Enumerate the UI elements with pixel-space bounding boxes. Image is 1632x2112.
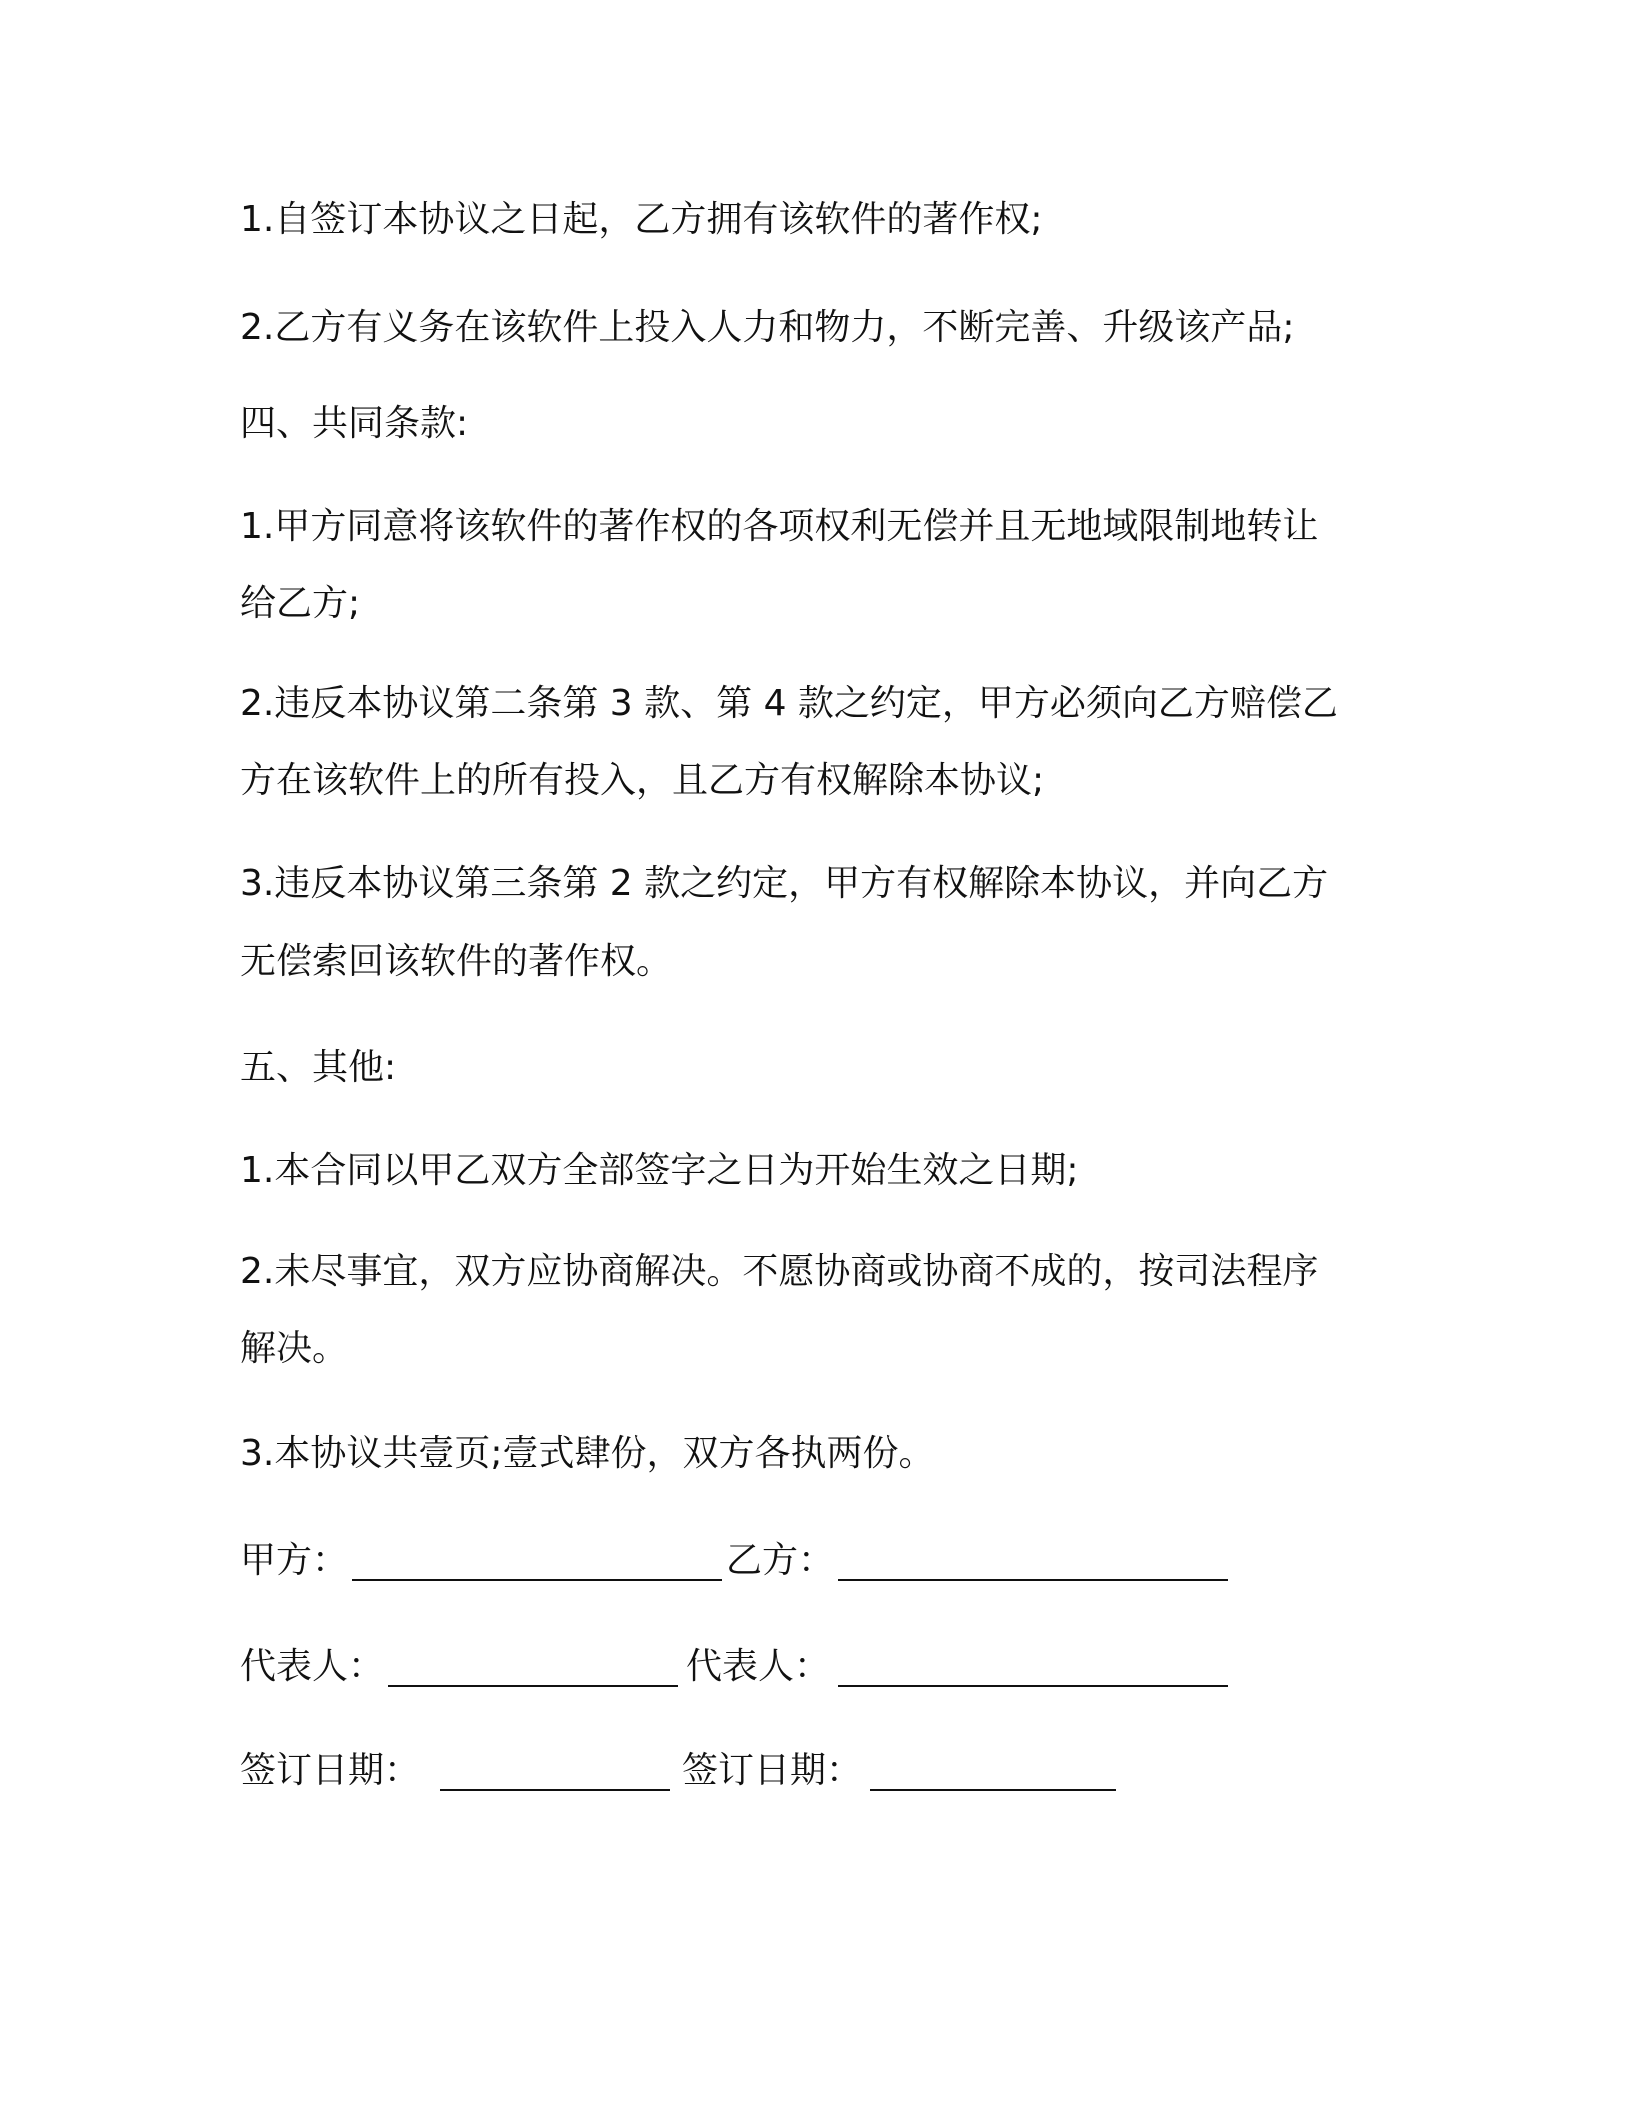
party-a-label: 甲方：	[240, 1540, 349, 1581]
section-heading: 四、共同条款:	[240, 403, 469, 444]
clause-line: 3.本协议共壹页;壹式肆份，双方各执两份。	[240, 1433, 935, 1474]
clause-line: 1.甲方同意将该软件的著作权的各项权利无偿并且无地域限制地转让	[240, 506, 1319, 547]
date-b-blank	[870, 1789, 1116, 1791]
clause-line: 无偿索回该软件的著作权。	[240, 941, 673, 982]
date-a-label: 签订日期：	[240, 1750, 421, 1791]
party-b-blank	[838, 1579, 1228, 1581]
clause-line: 给乙方;	[240, 583, 361, 624]
rep-b-label: 代表人：	[686, 1646, 831, 1687]
clause-line: 2.乙方有义务在该软件上投入人力和物力，不断完善、升级该产品;	[240, 307, 1295, 348]
party-b-label: 乙方：	[726, 1540, 835, 1581]
clause-line: 方在该软件上的所有投入，且乙方有权解除本协议;	[240, 760, 1045, 801]
clause-line: 解决。	[240, 1328, 349, 1369]
date-b-label: 签订日期：	[682, 1750, 863, 1791]
section-heading: 五、其他:	[240, 1047, 397, 1088]
rep-a-blank	[388, 1685, 678, 1687]
date-a-blank	[440, 1789, 670, 1791]
clause-line: 1.自签订本协议之日起，乙方拥有该软件的著作权;	[240, 199, 1043, 240]
clause-line: 1.本合同以甲乙双方全部签字之日为开始生效之日期;	[240, 1150, 1079, 1191]
party-a-blank	[352, 1579, 722, 1581]
clause-line: 3.违反本协议第三条第 2 款之约定，甲方有权解除本协议，并向乙方	[240, 863, 1329, 904]
clause-line: 2.违反本协议第二条第 3 款、第 4 款之约定，甲方必须向乙方赔偿乙	[240, 683, 1338, 724]
rep-b-blank	[838, 1685, 1228, 1687]
rep-a-label: 代表人：	[240, 1646, 385, 1687]
clause-line: 2.未尽事宜，双方应协商解决。不愿协商或协商不成的，按司法程序	[240, 1251, 1319, 1292]
